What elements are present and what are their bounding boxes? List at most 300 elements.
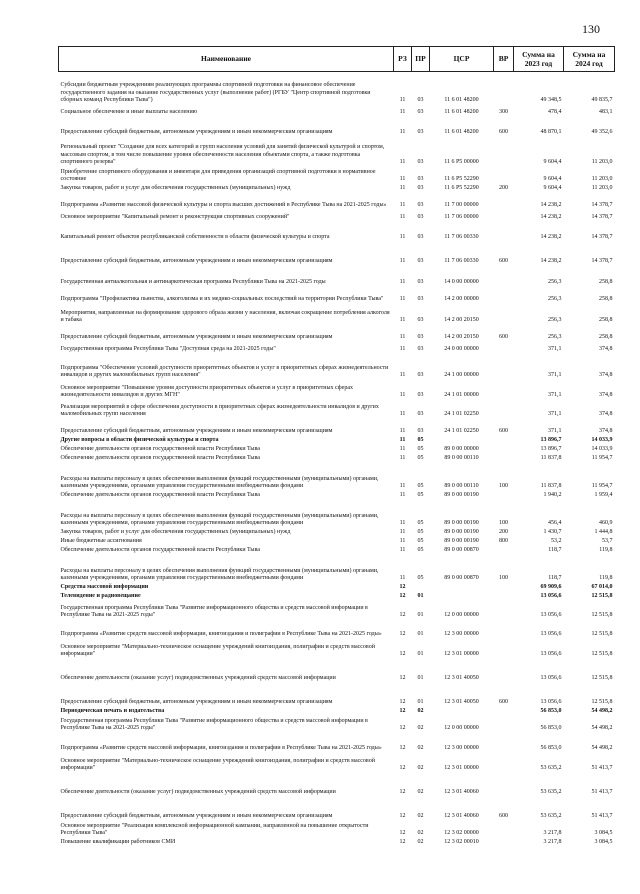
row-sum-2023: 1 940,2 bbox=[543, 492, 562, 498]
row-sum-2024: 460,9 bbox=[599, 520, 613, 526]
row-vr bbox=[494, 167, 514, 184]
row-sum-2023: 13 056,6 bbox=[540, 612, 562, 618]
table-row bbox=[59, 716, 615, 733]
row-vr bbox=[494, 620, 514, 639]
row-sum-2023: 13 056,6 bbox=[540, 651, 562, 657]
row-sum-2024: 258,8 bbox=[599, 334, 613, 340]
row-sum-2024: 483,1 bbox=[599, 109, 613, 115]
row-csr: 11 6 P5 00000 bbox=[444, 159, 479, 165]
row-pr: 01 bbox=[417, 699, 424, 705]
row-csr: 89 0 00 00870 bbox=[444, 575, 479, 581]
row-sum-2024: 12 515,8 bbox=[591, 651, 613, 657]
row-vr bbox=[494, 400, 514, 419]
row-sum-2023: 371,1 bbox=[548, 392, 562, 398]
row-sum-2024: 54 498,2 bbox=[591, 725, 613, 731]
page-number: 130 bbox=[582, 22, 600, 36]
row-vr bbox=[494, 304, 514, 325]
row-csr: 12 3 01 40050 bbox=[444, 675, 479, 681]
row-pr: 03 bbox=[417, 214, 424, 220]
table-row bbox=[59, 592, 615, 601]
row-vr: 300 bbox=[499, 109, 508, 115]
row-pr: 02 bbox=[417, 789, 424, 795]
row-sum-2024: 374,8 bbox=[599, 411, 613, 417]
row-pr: 02 bbox=[417, 725, 424, 731]
row-pr: 03 bbox=[417, 411, 424, 417]
row-rz: 11 bbox=[399, 185, 406, 191]
row-csr: 12 3 01 00000 bbox=[444, 765, 479, 771]
row-name: Телевидение и радиовещание bbox=[60, 593, 141, 599]
row-rz: 11 bbox=[399, 575, 406, 581]
row-vr: 100 bbox=[499, 520, 508, 526]
row-name: Подпрограмма «Развитие средств массовой информации, книгоиздания и полиграфии в Республике Тыва на 2021-2025 годы» bbox=[60, 745, 382, 751]
row-vr: 200 bbox=[499, 185, 508, 191]
table-row bbox=[59, 354, 615, 380]
row-vr bbox=[494, 266, 514, 287]
row-vr bbox=[494, 639, 514, 659]
row-name: Другие вопросы в области физической культуры и спорта bbox=[60, 437, 219, 443]
row-name: Основное мероприятие "Реализация комплексной информационной кампании, направленной на повышение открытости Республики Тыва" bbox=[60, 822, 369, 836]
budget-table bbox=[58, 46, 615, 847]
row-sum-2024: 12 515,8 bbox=[591, 612, 613, 618]
row-rz: 11 bbox=[399, 529, 406, 535]
row-csr: 89 0 00 00870 bbox=[444, 547, 479, 553]
row-rz: 11 bbox=[399, 176, 406, 182]
row-vr: 100 bbox=[499, 483, 508, 489]
row-name: Предоставление субсидий бюджетным, автономным учреждениям и иным некоммерческим организациям bbox=[60, 129, 333, 135]
row-rz: 12 bbox=[399, 830, 406, 836]
row-sum-2024: 12 515,8 bbox=[591, 631, 613, 637]
row-sum-2024: 258,8 bbox=[599, 296, 613, 302]
row-rz: 12 bbox=[399, 593, 406, 599]
row-sum-2023: 371,1 bbox=[548, 411, 562, 417]
row-sum-2024: 3 084,5 bbox=[594, 830, 613, 836]
row-sum-2023: 478,4 bbox=[548, 109, 562, 115]
table-row bbox=[59, 325, 615, 342]
row-sum-2024: 258,8 bbox=[599, 279, 613, 285]
row-pr: 03 bbox=[417, 258, 424, 264]
table-row bbox=[59, 287, 615, 304]
row-rz: 12 bbox=[399, 675, 406, 681]
row-csr: 89 0 00 00110 bbox=[444, 483, 479, 489]
table-row bbox=[59, 222, 615, 242]
row-pr: 03 bbox=[417, 159, 424, 165]
row-pr: 05 bbox=[417, 437, 424, 443]
row-pr: 05 bbox=[417, 547, 424, 553]
row-rz: 12 bbox=[399, 584, 406, 590]
header-sum-2023: Сумма на 2023 год bbox=[514, 47, 564, 72]
table-row bbox=[59, 583, 615, 592]
row-name: Региональный проект "Создание для всех категорий и групп населения условий для занятий физической культурой и спортом, массовым спортом, в том числе повышение уровня обеспеченности населения объектами спорта, а также подготовка спортивного резерва" bbox=[60, 144, 385, 165]
table-row bbox=[59, 707, 615, 716]
row-pr: 01 bbox=[417, 631, 424, 637]
row-rz: 12 bbox=[399, 745, 406, 751]
row-sum-2023: 256,3 bbox=[548, 279, 562, 285]
header-csr: ЦСР bbox=[430, 47, 494, 72]
row-vr bbox=[494, 354, 514, 380]
row-rz: 11 bbox=[399, 279, 406, 285]
row-sum-2024: 51 413,7 bbox=[591, 789, 613, 795]
row-name: Государственная антиалкогольная и антинаркотическая программа Республики Тыва на 2021-2025 годы bbox=[60, 279, 326, 285]
row-pr: 03 bbox=[417, 317, 424, 323]
row-pr: 02 bbox=[417, 765, 424, 771]
row-name: Обеспечение деятельности органов государственной власти Республики Тыва bbox=[60, 446, 260, 452]
row-name: Подпрограмма "Обеспечение условий доступности приоритетных объектов и услуг в приоритетных сферах жизнедеятельности инвалидов и других маломобильных групп населения" bbox=[60, 364, 389, 378]
row-rz: 12 bbox=[399, 789, 406, 795]
row-csr: 89 0 00 00190 bbox=[444, 529, 479, 535]
row-pr: 03 bbox=[417, 392, 424, 398]
table-row bbox=[59, 601, 615, 620]
row-sum-2024: 12 515,8 bbox=[591, 593, 613, 599]
row-sum-2024: 119,8 bbox=[599, 547, 613, 553]
row-rz: 11 bbox=[399, 455, 406, 461]
row-vr bbox=[494, 716, 514, 733]
row-name: Подпрограмма «Развитие средств массовой информации, книгоиздания и полиграфии в Республике Тыва на 2021-2025 годы» bbox=[60, 631, 382, 637]
row-sum-2023: 56 853,0 bbox=[540, 708, 562, 714]
row-csr: 11 6 01 48200 bbox=[444, 109, 479, 115]
row-rz: 11 bbox=[399, 411, 406, 417]
row-sum-2023: 256,3 bbox=[548, 317, 562, 323]
row-sum-2023: 14 238,2 bbox=[540, 202, 562, 208]
header-rz: РЗ bbox=[394, 47, 412, 72]
row-vr bbox=[494, 72, 514, 105]
table-row bbox=[59, 491, 615, 500]
row-vr bbox=[494, 454, 514, 463]
row-pr: 03 bbox=[417, 109, 424, 115]
row-name: Государственная программа Республики Тыва "Развитие информационного общества и средств массовой информации в Республике Тыва на 2021-2025 годы" bbox=[60, 717, 368, 731]
row-csr: 24 1 01 02250 bbox=[444, 428, 479, 434]
row-sum-2023: 371,1 bbox=[548, 372, 562, 378]
row-sum-2024: 374,8 bbox=[599, 372, 613, 378]
row-vr bbox=[494, 753, 514, 773]
row-sum-2023: 53 635,2 bbox=[540, 789, 562, 795]
row-vr: 600 bbox=[499, 699, 508, 705]
row-pr: 02 bbox=[417, 839, 424, 845]
row-rz: 11 bbox=[399, 234, 406, 240]
row-rz: 11 bbox=[399, 202, 406, 208]
row-sum-2024: 14 378,7 bbox=[591, 214, 613, 220]
row-csr: 89 0 00 00190 bbox=[444, 492, 479, 498]
row-name: Предоставление субсидий бюджетным, автономным учреждениям и иным некоммерческим организациям bbox=[60, 813, 333, 819]
row-csr: 24 0 00 00000 bbox=[444, 346, 479, 352]
row-pr: 05 bbox=[417, 492, 424, 498]
row-rz: 12 bbox=[399, 839, 406, 845]
row-name: Мероприятия, направленные на формирование здорового образа жизни у населения, включая сокращение потребления алкоголя и табака bbox=[60, 309, 390, 323]
row-sum-2024: 49 352,6 bbox=[591, 129, 613, 135]
row-vr bbox=[494, 546, 514, 555]
table-row bbox=[59, 304, 615, 325]
row-vr bbox=[494, 659, 514, 683]
row-name: Предоставление субсидий бюджетным, автономным учреждениям и иным некоммерческим организациям bbox=[60, 258, 333, 264]
row-name: Периодическая печать и издательства bbox=[60, 708, 165, 714]
row-rz: 12 bbox=[399, 631, 406, 637]
row-rz: 11 bbox=[399, 109, 406, 115]
row-rz: 11 bbox=[399, 159, 406, 165]
row-name: Капитальный ремонт объектов республиканской собственности в области физической культуры и спорта bbox=[60, 234, 330, 240]
row-csr: 14 2 00 20150 bbox=[444, 334, 479, 340]
row-csr: 89 0 00 00110 bbox=[444, 455, 479, 461]
header-pr: ПР bbox=[412, 47, 430, 72]
row-sum-2023: 14 238,2 bbox=[540, 214, 562, 220]
row-pr: 03 bbox=[417, 296, 424, 302]
row-rz: 11 bbox=[399, 483, 406, 489]
table-row bbox=[59, 659, 615, 683]
row-sum-2024: 3 084,5 bbox=[594, 839, 613, 845]
row-sum-2023: 9 604,4 bbox=[543, 176, 562, 182]
row-sum-2023: 11 837,8 bbox=[540, 483, 562, 489]
row-name: Иные бюджетные ассигнования bbox=[60, 538, 142, 544]
row-csr: 89 0 00 00190 bbox=[444, 520, 479, 526]
row-vr bbox=[494, 137, 514, 167]
row-sum-2024: 1 959,4 bbox=[594, 492, 613, 498]
row-sum-2024: 119,8 bbox=[599, 575, 613, 581]
row-name: Подпрограмма «Развитие массовой физической культуры и спорта высших достижений в Республике Тыва на 2021-2025 годы» bbox=[60, 202, 387, 208]
row-sum-2023: 53,2 bbox=[551, 538, 562, 544]
row-csr: 11 7 00 00000 bbox=[444, 202, 479, 208]
row-rz: 11 bbox=[399, 392, 406, 398]
row-pr: 03 bbox=[417, 428, 424, 434]
row-csr: 11 7 06 00330 bbox=[444, 258, 479, 264]
table-row bbox=[59, 454, 615, 463]
row-pr: 03 bbox=[417, 185, 424, 191]
row-vr: 600 bbox=[499, 129, 508, 135]
row-csr: 14 2 00 00000 bbox=[444, 296, 479, 302]
row-pr: 02 bbox=[417, 830, 424, 836]
row-rz: 11 bbox=[399, 372, 406, 378]
row-sum-2023: 13 056,6 bbox=[540, 675, 562, 681]
header-name: Наименование bbox=[59, 47, 394, 72]
row-rz: 11 bbox=[399, 334, 406, 340]
row-sum-2024: 14 378,7 bbox=[591, 234, 613, 240]
row-sum-2023: 13 056,6 bbox=[540, 631, 562, 637]
table-row bbox=[59, 380, 615, 400]
row-sum-2023: 49 348,5 bbox=[540, 97, 562, 103]
row-pr: 02 bbox=[417, 708, 424, 714]
row-sum-2024: 51 413,7 bbox=[591, 765, 613, 771]
row-rz: 12 bbox=[399, 708, 406, 714]
table-row bbox=[59, 555, 615, 583]
row-sum-2023: 371,1 bbox=[548, 428, 562, 434]
table-row bbox=[59, 463, 615, 491]
table-row bbox=[59, 72, 615, 105]
row-sum-2024: 11 203,0 bbox=[591, 159, 613, 165]
row-name: Обеспечение деятельности (оказание услуг) подведомственных учреждений средств массовой информации bbox=[60, 789, 336, 795]
row-name: Социальное обеспечение и иные выплаты населению bbox=[60, 109, 198, 115]
row-sum-2023: 14 238,2 bbox=[540, 258, 562, 264]
row-vr bbox=[494, 380, 514, 400]
row-vr: 200 bbox=[499, 529, 508, 535]
table-row bbox=[59, 546, 615, 555]
row-rz: 11 bbox=[399, 492, 406, 498]
row-sum-2023: 69 909,6 bbox=[540, 584, 562, 590]
row-csr: 12 3 01 40060 bbox=[444, 789, 479, 795]
row-rz: 12 bbox=[399, 725, 406, 731]
row-sum-2024: 51 413,7 bbox=[591, 813, 613, 819]
table-row bbox=[59, 266, 615, 287]
row-name: Государственная программа Республики Тыва "Развитие информационного общества и средств массовой информации в Республике Тыва на 2021-2025 годы" bbox=[60, 604, 368, 618]
header-vr: ВР bbox=[494, 47, 514, 72]
row-rz: 11 bbox=[399, 538, 406, 544]
row-pr: 05 bbox=[417, 483, 424, 489]
row-pr: 03 bbox=[417, 334, 424, 340]
row-name: Основное мероприятие "Капитальный ремонт и реконструкция спортивных сооружений" bbox=[60, 214, 290, 220]
row-pr: 03 bbox=[417, 234, 424, 240]
row-name: Обеспечение деятельности органов государственной власти Республики Тыва bbox=[60, 492, 260, 498]
row-pr: 01 bbox=[417, 675, 424, 681]
table-row bbox=[59, 773, 615, 797]
row-pr: 01 bbox=[417, 651, 424, 657]
row-rz: 11 bbox=[399, 296, 406, 302]
row-csr: 12 3 02 00010 bbox=[444, 839, 479, 845]
row-name: Расходы на выплаты персоналу в целях обеспечения выполнения функций государственными (муниципальными) органами, казенными учреждениями, органами управления государственными внебюджетными фондами bbox=[60, 567, 379, 581]
row-csr bbox=[430, 583, 494, 592]
row-sum-2024: 11 203,0 bbox=[591, 185, 613, 191]
row-sum-2023: 371,1 bbox=[548, 346, 562, 352]
row-sum-2023: 256,3 bbox=[548, 296, 562, 302]
row-sum-2024: 258,8 bbox=[599, 317, 613, 323]
row-sum-2024: 11 203,0 bbox=[591, 176, 613, 182]
table-row bbox=[59, 500, 615, 528]
row-sum-2024: 67 014,0 bbox=[591, 584, 613, 590]
row-csr: 11 6 01 48200 bbox=[444, 97, 479, 103]
row-sum-2023: 56 853,0 bbox=[540, 745, 562, 751]
row-name: Основное мероприятие "Повышение уровня доступности приоритетных объектов и услуг в приоритетных сферах жизнедеятельности инвалидов и других МГН" bbox=[60, 384, 353, 398]
row-vr bbox=[494, 287, 514, 304]
row-name: Повышение квалификации работников СМИ bbox=[60, 839, 176, 845]
row-csr: 11 6 P5 52290 bbox=[444, 176, 479, 182]
table-row bbox=[59, 419, 615, 436]
row-csr: 24 1 00 00000 bbox=[444, 372, 479, 378]
table-row bbox=[59, 838, 615, 847]
table-header bbox=[59, 47, 615, 72]
row-vr bbox=[494, 592, 514, 601]
row-name: Подпрограмма "Профилактика пьянства, алкоголизма и их медико-социальных последствий на территории Республики Тыва" bbox=[60, 296, 384, 302]
row-name: Расходы на выплаты персоналу в целях обеспечения выполнения функций государственными (муниципальными) органами, казенными учреждениями, органами управления государственными внебюджетными фондами bbox=[60, 475, 379, 489]
row-name: Обеспечение деятельности органов государственной власти Республики Тыва bbox=[60, 547, 260, 553]
row-pr: 05 bbox=[417, 455, 424, 461]
row-rz: 12 bbox=[399, 813, 406, 819]
row-csr: 12 3 01 40050 bbox=[444, 699, 479, 705]
row-csr: 12 3 00 00000 bbox=[444, 631, 479, 637]
row-name: Предоставление субсидий бюджетным, автономным учреждениям и иным некоммерческим организациям bbox=[60, 334, 333, 340]
row-csr: 89 0 00 00000 bbox=[444, 446, 479, 452]
table-row bbox=[59, 753, 615, 773]
row-vr: 600 bbox=[499, 813, 508, 819]
row-rz: 12 bbox=[399, 612, 406, 618]
row-pr: 05 bbox=[417, 538, 424, 544]
row-name: Приобретение спортивного оборудования и инвентаря для приведения организаций спортивной подготовки в нормативное состояние bbox=[60, 168, 376, 182]
row-sum-2023: 53 635,2 bbox=[540, 813, 562, 819]
row-name: Обеспечение деятельности (оказание услуг) подведомственных учреждений средств массовой информации bbox=[60, 675, 336, 681]
row-sum-2023: 14 238,2 bbox=[540, 234, 562, 240]
row-sum-2023: 56 853,0 bbox=[540, 725, 562, 731]
row-name: Субсидии бюджетным учреждениям реализующих программы спортивной подготовки на финансовое обеспечение государственного задания на оказание государственных услуг (выполнение работ) (РГБУ "Центр спортивной подготовки сборных команд Республики Тыва") bbox=[60, 82, 371, 103]
table-row bbox=[59, 620, 615, 639]
row-csr: 24 1 01 02250 bbox=[444, 411, 479, 417]
row-rz: 11 bbox=[399, 258, 406, 264]
row-vr: 600 bbox=[499, 334, 508, 340]
row-csr: 12 0 00 00000 bbox=[444, 725, 479, 731]
row-pr: 03 bbox=[417, 129, 424, 135]
row-csr: 12 3 01 40060 bbox=[444, 813, 479, 819]
row-csr: 14 0 00 00000 bbox=[444, 279, 479, 285]
row-name: Обеспечение деятельности органов государственной власти Республики Тыва bbox=[60, 455, 260, 461]
row-sum-2024: 374,8 bbox=[599, 392, 613, 398]
row-name: Основное мероприятие "Материально-техническое оснащение учреждений книгоиздания, полиграфии и средств массовой информации" bbox=[60, 643, 375, 657]
row-vr bbox=[494, 222, 514, 242]
row-vr: 800 bbox=[499, 538, 508, 544]
row-sum-2023: 9 604,4 bbox=[543, 159, 562, 165]
row-sum-2023: 53 635,2 bbox=[540, 765, 562, 771]
row-sum-2023: 11 837,8 bbox=[540, 455, 562, 461]
row-name: Реализация мероприятий в сфере обеспечения доступности в приоритетных сферах жизнедеятельности инвалидов и других маломобильных групп населения bbox=[60, 403, 379, 417]
row-csr: 11 7 06 00330 bbox=[444, 234, 479, 240]
row-csr: 11 6 01 48200 bbox=[444, 129, 479, 135]
row-rz: 11 bbox=[399, 317, 406, 323]
row-sum-2023: 256,3 bbox=[548, 334, 562, 340]
row-vr bbox=[494, 838, 514, 847]
row-vr bbox=[494, 773, 514, 797]
table-row bbox=[59, 683, 615, 707]
row-name: Закупка товаров, работ и услуг для обеспечения государственных (муниципальных) нужд bbox=[60, 529, 291, 535]
row-vr bbox=[494, 583, 514, 592]
row-vr: 100 bbox=[499, 575, 508, 581]
row-sum-2023: 13 896,7 bbox=[540, 437, 562, 443]
row-sum-2024: 14 378,7 bbox=[591, 258, 613, 264]
row-rz: 12 bbox=[399, 699, 406, 705]
row-pr: 05 bbox=[417, 520, 424, 526]
row-name: Основное мероприятие "Материально-техническое оснащение учреждений книгоиздания, полиграфии и средств массовой информации" bbox=[60, 757, 375, 771]
row-csr: 14 2 00 20150 bbox=[444, 317, 479, 323]
row-pr: 03 bbox=[417, 279, 424, 285]
row-vr bbox=[494, 436, 514, 445]
row-sum-2024: 1 444,8 bbox=[594, 529, 613, 535]
row-vr: 600 bbox=[499, 258, 508, 264]
row-sum-2024: 11 954,7 bbox=[591, 455, 613, 461]
table-row bbox=[59, 639, 615, 659]
row-pr: 03 bbox=[417, 346, 424, 352]
row-name: Предоставление субсидий бюджетным, автономным учреждениям и иным некоммерческим организациям bbox=[60, 699, 333, 705]
row-pr: 01 bbox=[417, 612, 424, 618]
row-sum-2023: 456,4 bbox=[548, 520, 562, 526]
table-row bbox=[59, 137, 615, 167]
row-name: Государственная программа Республики Тыва "Доступная среда на 2021-2025 годы" bbox=[60, 346, 276, 352]
row-pr: 03 bbox=[417, 202, 424, 208]
table-row bbox=[59, 242, 615, 266]
row-sum-2024: 14 033,9 bbox=[591, 446, 613, 452]
row-pr: 02 bbox=[417, 813, 424, 819]
table-row bbox=[59, 528, 615, 537]
row-vr bbox=[494, 707, 514, 716]
table-row bbox=[59, 167, 615, 184]
row-pr: 05 bbox=[417, 529, 424, 535]
row-rz: 11 bbox=[399, 437, 406, 443]
row-sum-2024: 374,8 bbox=[599, 346, 613, 352]
row-sum-2024: 53,7 bbox=[602, 538, 613, 544]
row-sum-2023: 1 430,7 bbox=[543, 529, 562, 535]
header-sum-2024: Сумма на 2024 год bbox=[564, 47, 615, 72]
row-csr: 12 3 02 00000 bbox=[444, 830, 479, 836]
row-name: Средства массовой информации bbox=[60, 584, 149, 590]
row-rz: 11 bbox=[399, 520, 406, 526]
table-row bbox=[59, 342, 615, 354]
row-rz: 12 bbox=[399, 765, 406, 771]
row-sum-2024: 49 835,7 bbox=[591, 97, 613, 103]
row-vr bbox=[494, 821, 514, 838]
row-pr bbox=[412, 583, 430, 592]
table-row bbox=[59, 821, 615, 838]
row-sum-2024: 11 954,7 bbox=[591, 483, 613, 489]
table-row bbox=[59, 400, 615, 419]
